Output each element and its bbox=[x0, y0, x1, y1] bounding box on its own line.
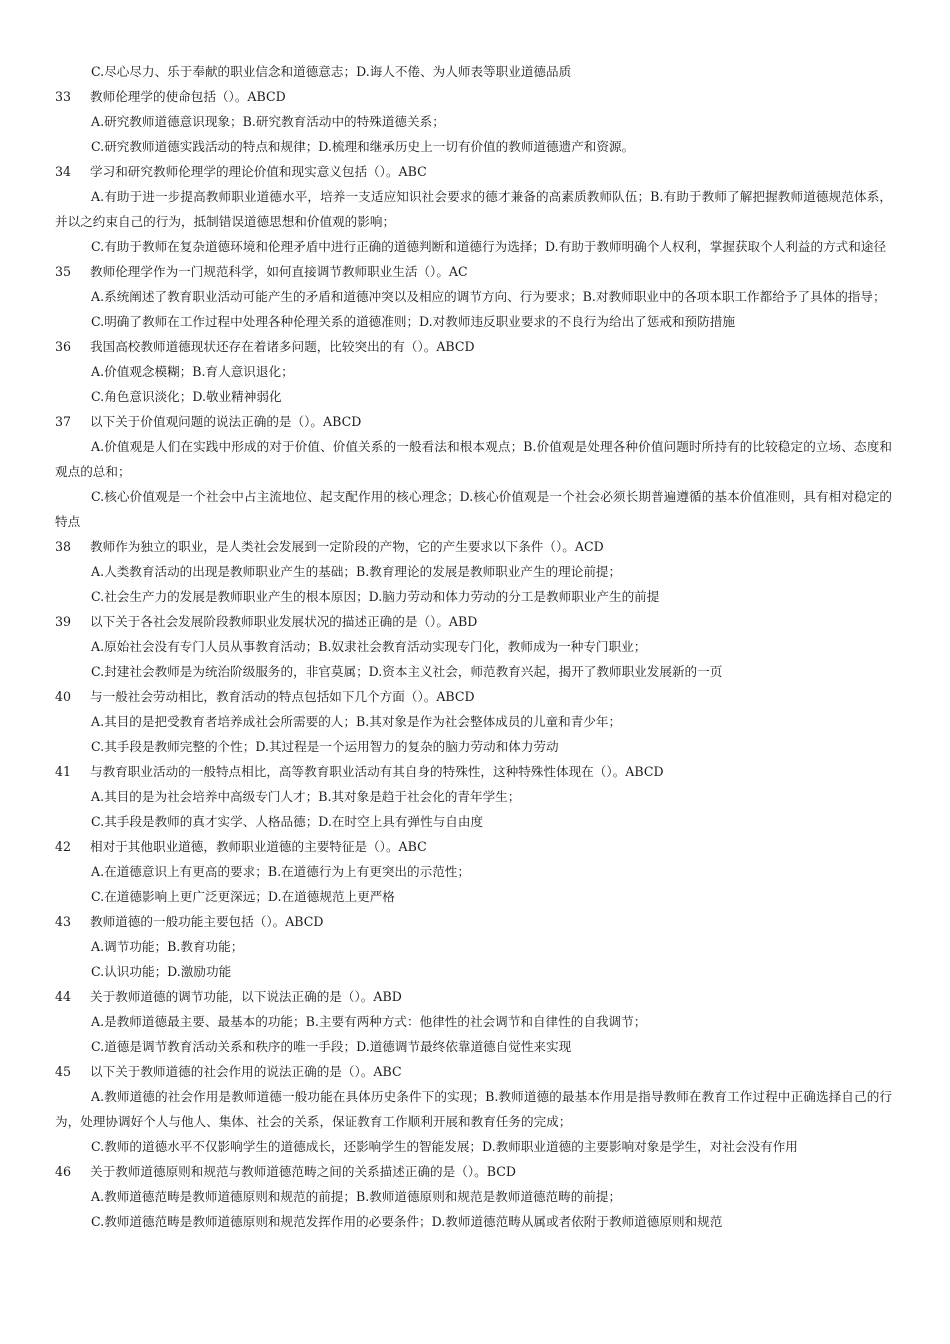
option-line: C.明确了教师在工作过程中处理各种伦理关系的道德准则；D.对教师违反职业要求的不良行为给出了惩戒和预防措施 bbox=[91, 314, 735, 329]
question-text: 关于教师道德原则和规范与教师道德范畴之间的关系描述正确的是（）。BCD bbox=[90, 1164, 516, 1179]
question-stem bbox=[55, 409, 892, 434]
question-stem bbox=[55, 259, 892, 284]
question-stem bbox=[55, 84, 892, 109]
option-line: A.是教师道德最主要、最基本的功能；B.主要有两种方式：他律性的社会调节和自律性的自我调节； bbox=[91, 1014, 647, 1029]
option-line: A.人类教育活动的出现是教师职业产生的基础；B.教育理论的发展是教师职业产生的理论前提； bbox=[91, 564, 622, 579]
option-line: C.社会生产力的发展是教师职业产生的根本原因；D.脑力劳动和体力劳动的分工是教师职业产生的前提 bbox=[91, 589, 660, 604]
question-text: 与一般社会劳动相比，教育活动的特点包括如下几个方面（）。ABCD bbox=[90, 689, 475, 704]
question-number: 38 bbox=[55, 539, 72, 554]
question-stem bbox=[55, 1059, 892, 1084]
question-number: 42 bbox=[55, 839, 72, 854]
option-line: C.道德是调节教育活动关系和秩序的唯一手段；D.道德调节最终依靠道德自觉性来实现 bbox=[91, 1039, 572, 1054]
question-stem bbox=[55, 759, 892, 784]
option-line: A.价值观是人们在实践中形成的对于价值、价值关系的一般看法和根本观点；B.价值观是处理各种价值问题时所持有的比较稳定的立场、态度和观点的总和； bbox=[55, 439, 892, 479]
question-text: 关于教师道德的调节功能，以下说法正确的是（）。ABD bbox=[90, 989, 402, 1004]
question-text: 与教育职业活动的一般特点相比，高等教育职业活动有其自身的特殊性，这种特殊性体现在（）。ABCD bbox=[90, 764, 664, 779]
option-line: C.认识功能；D.激励功能 bbox=[91, 964, 232, 979]
question-stem bbox=[55, 984, 892, 1009]
question-stem bbox=[55, 1159, 892, 1184]
question-number: 33 bbox=[55, 89, 72, 104]
option-line: C.其手段是教师的真才实学、人格品德；D.在时空上具有弹性与自由度 bbox=[91, 814, 484, 829]
option-line: C.有助于教师在复杂道德环境和伦理矛盾中进行正确的道德判断和道德行为选择；D.有助于教师明确个人权利，掌握获取个人利益的方式和途径 bbox=[91, 239, 887, 254]
question-stem bbox=[55, 834, 892, 859]
question-text: 相对于其他职业道德，教师职业道德的主要特征是（）。ABC bbox=[90, 839, 427, 854]
question-text: 我国高校教师道德现状还存在着诸多问题，比较突出的有（）。ABCD bbox=[90, 339, 475, 354]
question-stem bbox=[55, 684, 892, 709]
option-line: C.教师的道德水平不仅影响学生的道德成长，还影响学生的智能发展；D.教师职业道德的主要影响对象是学生，对社会没有作用 bbox=[91, 1139, 798, 1154]
question-number: 41 bbox=[55, 764, 72, 779]
question-number: 45 bbox=[55, 1064, 72, 1079]
question-text: 教师伦理学的使命包括（）。ABCD bbox=[90, 89, 286, 104]
question-stem bbox=[55, 609, 892, 634]
option-line: A.在道德意识上有更高的要求；B.在道德行为上有更突出的示范性； bbox=[91, 864, 470, 879]
option-line: A.原始社会没有专门人员从事教育活动；B.奴隶社会教育活动实现专门化，教师成为一种专门职业； bbox=[91, 639, 647, 654]
question-number: 46 bbox=[55, 1164, 72, 1179]
option-line: A.有助于进一步提高教师职业道德水平，培养一支适应知识社会要求的德才兼备的高素质教师队伍；B.有助于教师了解把握教师道德规范体系，并以之约束自己的行为，抵制错误道德思想和价值观的影响； bbox=[55, 189, 892, 229]
option-line: C.研究教师道德实践活动的特点和规律；D.梳理和继承历史上一切有价值的教师道德遗产和资源。 bbox=[91, 139, 635, 154]
option-line: A.其目的是把受教育者培养成社会所需要的人；B.其对象是作为社会整体成员的儿童和青少年； bbox=[91, 714, 622, 729]
question-stem bbox=[55, 159, 892, 184]
option-line: C.其手段是教师完整的个性；D.其过程是一个运用智力的复杂的脑力劳动和体力劳动 bbox=[91, 739, 559, 754]
question-number: 40 bbox=[55, 689, 72, 704]
option-line: A.调节功能；B.教育功能； bbox=[91, 939, 244, 954]
question-number: 43 bbox=[55, 914, 72, 929]
question-text: 教师伦理学作为一门规范科学，如何直接调节教师职业生活（）。AC bbox=[90, 264, 468, 279]
question-text: 教师作为独立的职业，是人类社会发展到一定阶段的产物，它的产生要求以下条件（）。ACD bbox=[90, 539, 604, 554]
question-text: 以下关于教师道德的社会作用的说法正确的是（）。ABC bbox=[90, 1064, 402, 1079]
option-line: A.价值观念模糊；B.育人意识退化； bbox=[91, 364, 294, 379]
option-line: C.教师道德范畴是教师道德原则和规范发挥作用的必要条件；D.教师道德范畴从属或者依附于教师道德原则和规范 bbox=[91, 1214, 723, 1229]
question-number: 39 bbox=[55, 614, 72, 629]
question-text: 以下关于各社会发展阶段教师职业发展状况的描述正确的是（）。ABD bbox=[90, 614, 478, 629]
question-stem bbox=[55, 334, 892, 359]
question-number: 36 bbox=[55, 339, 72, 354]
question-text: 教师道德的一般功能主要包括（）。ABCD bbox=[90, 914, 324, 929]
option-line: A.教师道德范畴是教师道德原则和规范的前提；B.教师道德原则和规范是教师道德范畴的前提； bbox=[91, 1189, 622, 1204]
option-line: C.尽心尽力、乐于奉献的职业信念和道德意志；D.诲人不倦、为人师表等职业道德品质 bbox=[91, 64, 572, 79]
option-line: A.教师道德的社会作用是教师道德一般功能在具体历史条件下的实现；B.教师道德的最基本作用是指导教师在教育工作过程中正确选择自己的行为，处理协调好个人与他人、集体、社会的关系，保证教育工作顺利开展和教育任务的完成； bbox=[55, 1089, 892, 1129]
question-number: 34 bbox=[55, 164, 72, 179]
question-number: 44 bbox=[55, 989, 72, 1004]
question-number: 37 bbox=[55, 414, 72, 429]
option-line: A.其目的是为社会培养中高级专门人才；B.其对象是趋于社会化的青年学生； bbox=[91, 789, 521, 804]
question-text: 以下关于价值观问题的说法正确的是（）。ABCD bbox=[90, 414, 362, 429]
question-number: 35 bbox=[55, 264, 72, 279]
option-line: A.系统阐述了教育职业活动可能产生的矛盾和道德冲突以及相应的调节方向、行为要求；B.对教师职业中的各项本职工作都给予了具体的指导； bbox=[91, 289, 886, 304]
option-line: C.核心价值观是一个社会中占主流地位、起支配作用的核心理念；D.核心价值观是一个社会必须长期普遍遵循的基本价值准则，具有相对稳定的特点 bbox=[55, 489, 892, 529]
option-line: C.封建社会教师是为统治阶级服务的，非官莫属；D.资本主义社会，师范教育兴起，揭开了教师职业发展新的一页 bbox=[91, 664, 723, 679]
option-line: C.角色意识淡化；D.敬业精神弱化 bbox=[91, 389, 282, 404]
question-list bbox=[55, 84, 892, 1234]
question-stem bbox=[55, 534, 892, 559]
question-stem bbox=[55, 909, 892, 934]
option-line: C.在道德影响上更广泛更深远；D.在道德规范上更严格 bbox=[91, 889, 395, 904]
question-text: 学习和研究教师伦理学的理论价值和现实意义包括（）。ABC bbox=[90, 164, 427, 179]
option-line: A.研究教师道德意识现象；B.研究教育活动中的特殊道德关系； bbox=[91, 114, 445, 129]
